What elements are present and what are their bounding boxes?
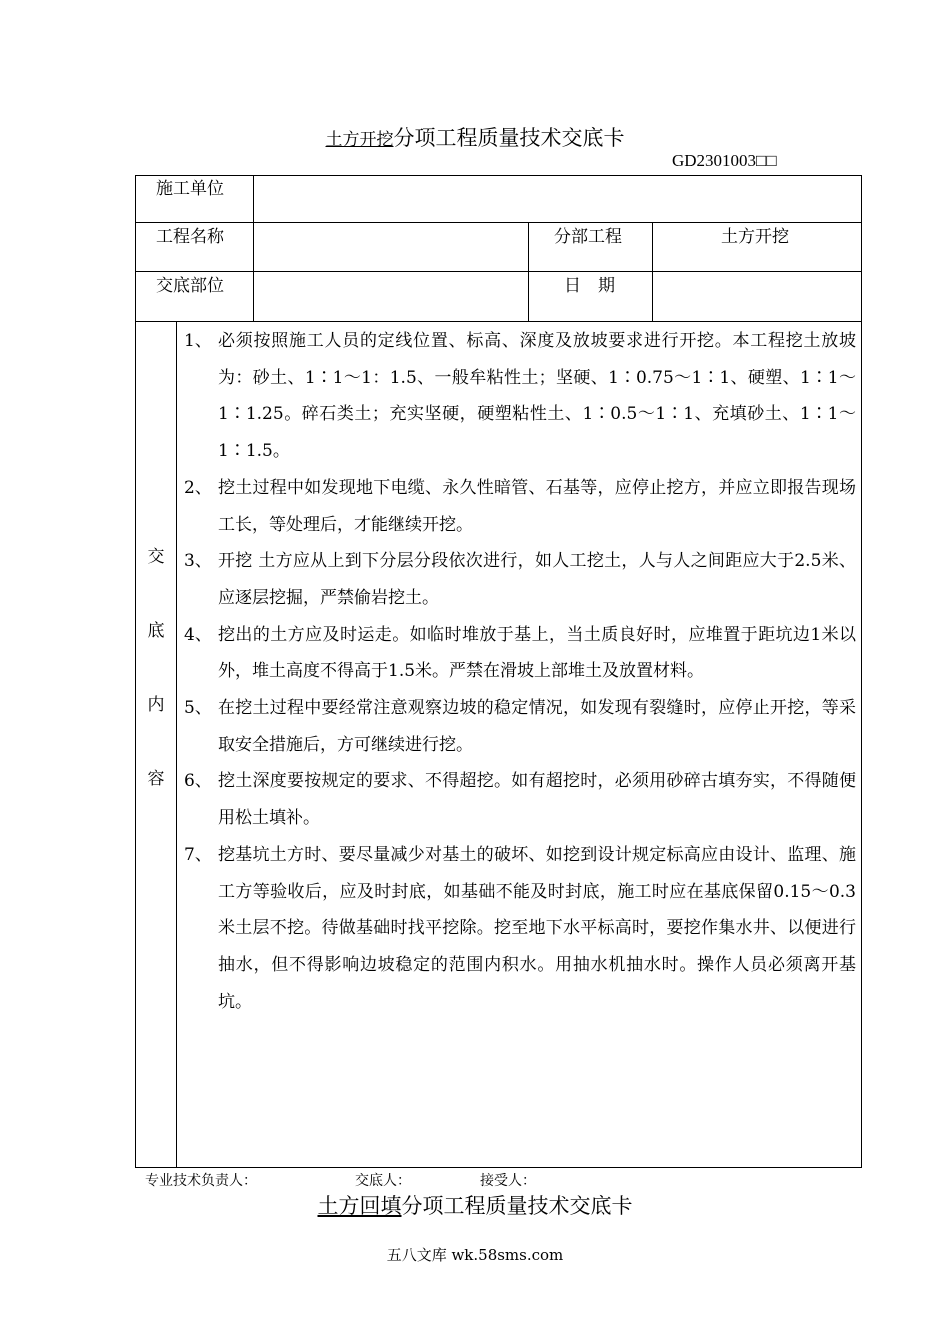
unit-label: 施工单位: [156, 179, 224, 199]
item-text: 挖土深度要按规定的要求、不得超挖。如有超挖时，必须用砂碎古填夯实，不得随便用松土填补。: [218, 771, 856, 829]
column-divider: [253, 176, 254, 321]
item-number: 3、: [184, 551, 212, 572]
row-divider: [136, 321, 861, 322]
briefing-content: [184, 323, 856, 1020]
item-text: 挖土过程中如发现地下电缆、永久性暗管、石基等，应停止挖方，并应立即报告现场工长，等处理后，才能继续开挖。: [218, 477, 856, 535]
content-label-char: 内: [147, 695, 165, 715]
column-divider: [176, 321, 177, 1167]
next-document-title: [0, 1192, 950, 1220]
document-code: GD2301003□□: [672, 151, 777, 170]
briefing-item: [184, 470, 856, 543]
briefing-item: [184, 617, 856, 690]
tech-lead-label: 专业技术负责人：: [145, 1173, 257, 1189]
title-subject: 土方开挖: [325, 130, 394, 150]
item-number: 2、: [184, 477, 212, 498]
briefing-form-table: [135, 175, 862, 1168]
receiver-label: 接受人：: [480, 1173, 536, 1189]
briefing-item: [184, 543, 856, 616]
division-value: 土方开挖: [721, 227, 789, 247]
item-text: 挖基坑土方时、要尽量减少对基土的破坏、如挖到设计规定标高应由设计、监理、施工方等验收后，应及时封底，如基础不能及时封底，施工时应在基底保留0.15～0.3米土层不挖。待做基础时找平挖除。挖至地下水平标高时，要挖作集水井、以便进行抽水，但不得影响边坡稳定的范围内积水。用抽水机抽水时。操作人员必须离开基坑。: [218, 844, 856, 1012]
location-label: 交底部位: [156, 276, 224, 296]
item-text: 开挖 土方应从上到下分层分段依次进行，如人工挖土，人与人之间距应大于2.5米、应逐层挖掘，严禁偷岩挖土。: [218, 551, 856, 608]
item-number: 7、: [184, 844, 212, 865]
item-number: 5、: [184, 698, 212, 719]
item-text: 挖出的土方应及时运走。如临时堆放于基上，当土质良好时，应堆置于距坑边1米以外，堆土高度不得高于1.5米。严禁在滑坡上部堆土及放置材料。: [218, 624, 856, 682]
column-divider: [652, 222, 653, 321]
footer-watermark: 五八文库 wk.58sms.com: [386, 1246, 564, 1264]
briefing-item: [184, 837, 856, 1021]
briefing-item: [184, 763, 856, 836]
item-text: 在挖土过程中要经常注意观察边坡的稳定情况，如发现有裂缝时，应停止开挖，等采取安全措施后，方可继续进行挖。: [218, 698, 856, 755]
division-label: 分部工程: [554, 227, 622, 247]
row-divider: [136, 222, 861, 223]
briefing-item: [184, 690, 856, 763]
briefer-label: 交底人：: [355, 1173, 411, 1189]
document-title: [0, 124, 950, 154]
item-number: 4、: [184, 624, 212, 645]
project-name-label: 工程名称: [156, 227, 224, 247]
content-label-char: 交: [147, 547, 165, 567]
content-label-char: 容: [147, 769, 165, 789]
title-suffix: 分项工程质量技术交底卡: [393, 126, 625, 150]
content-label-char: 底: [147, 621, 165, 641]
title-subject: 土方回填: [317, 1194, 402, 1218]
briefing-item: [184, 323, 856, 470]
title-suffix: 分项工程质量技术交底卡: [401, 1194, 633, 1218]
item-number: 6、: [184, 771, 212, 792]
content-label: [136, 546, 176, 842]
item-number: 1、: [184, 331, 212, 351]
date-label: 日 期: [564, 276, 615, 296]
row-divider: [136, 271, 861, 272]
column-divider: [528, 222, 529, 321]
item-text: 必须按照施工人员的定线位置、标高、深度及放坡要求进行开挖。本工程挖土放坡为：砂土、1∶1～1：1.5、一般牟粘性土；坚硬、1∶0.75～1∶1、硬塑、1∶1～1∶1.25。碎石类土；充实坚硬，硬塑粘性土、1∶0.5～1∶1、充填砂土、1∶1～1∶1.5。: [218, 331, 857, 462]
